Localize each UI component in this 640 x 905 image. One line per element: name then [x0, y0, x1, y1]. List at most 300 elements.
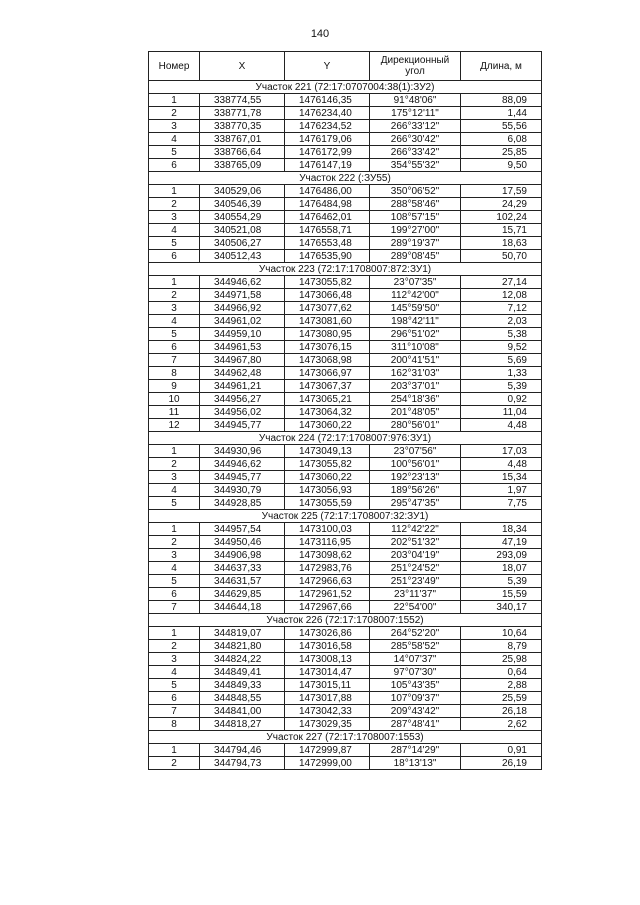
point-number: 12 [149, 419, 200, 432]
direction-angle: 198°42'11" [370, 315, 461, 328]
coord-y: 1476486,00 [285, 185, 370, 198]
direction-angle: 354°55'32" [370, 159, 461, 172]
segment-length: 9,50 [461, 159, 542, 172]
point-number: 4 [149, 133, 200, 146]
table-row [149, 523, 542, 536]
header-direction-angle [370, 52, 461, 81]
section-header-row [149, 510, 542, 523]
coord-y: 1472999,87 [285, 744, 370, 757]
direction-angle: 112°42'22" [370, 523, 461, 536]
direction-angle: 23°07'35" [370, 276, 461, 289]
direction-angle: 202°51'32" [370, 536, 461, 549]
coord-y: 1473068,98 [285, 354, 370, 367]
point-number: 1 [149, 627, 200, 640]
direction-angle: 285°58'52" [370, 640, 461, 653]
coord-y: 1476535,90 [285, 250, 370, 263]
coord-y: 1473060,22 [285, 419, 370, 432]
coord-x: 344848,55 [200, 692, 285, 705]
coord-x: 344956,02 [200, 406, 285, 419]
table-row [149, 757, 542, 770]
table-row [149, 341, 542, 354]
direction-angle: 311°10'08" [370, 341, 461, 354]
coord-y: 1472999,00 [285, 757, 370, 770]
direction-angle: 295°47'35" [370, 497, 461, 510]
coord-x: 338771,78 [200, 107, 285, 120]
point-number: 4 [149, 315, 200, 328]
table-row [149, 302, 542, 315]
segment-length: 17,03 [461, 445, 542, 458]
header-y: Y [285, 52, 370, 81]
direction-angle: 192°23'13" [370, 471, 461, 484]
coord-x: 344794,46 [200, 744, 285, 757]
segment-length: 293,09 [461, 549, 542, 562]
segment-length: 18,07 [461, 562, 542, 575]
section-header-row [149, 81, 542, 94]
coord-y: 1473008,13 [285, 653, 370, 666]
coord-y: 1473055,82 [285, 458, 370, 471]
direction-angle: 289°19'37" [370, 237, 461, 250]
coord-y: 1476146,35 [285, 94, 370, 107]
direction-angle: 251°24'52" [370, 562, 461, 575]
segment-length: 102,24 [461, 211, 542, 224]
segment-length: 1,97 [461, 484, 542, 497]
coord-x: 344961,53 [200, 341, 285, 354]
point-number: 5 [149, 237, 200, 250]
segment-length: 0,91 [461, 744, 542, 757]
coordinates-table [148, 51, 542, 770]
segment-length: 7,75 [461, 497, 542, 510]
coord-y: 1473066,97 [285, 367, 370, 380]
point-number: 7 [149, 705, 200, 718]
direction-angle: 288°58'46" [370, 198, 461, 211]
table-row [149, 224, 542, 237]
section-header-row [149, 172, 542, 185]
coord-x: 344819,07 [200, 627, 285, 640]
table-row [149, 406, 542, 419]
coord-y: 1472966,63 [285, 575, 370, 588]
coord-y: 1473026,86 [285, 627, 370, 640]
header-length: Длина, м [461, 52, 542, 81]
segment-length: 47,19 [461, 536, 542, 549]
table-row [149, 705, 542, 718]
coord-x: 338767,01 [200, 133, 285, 146]
table-row [149, 627, 542, 640]
point-number: 3 [149, 549, 200, 562]
coord-x: 338770,35 [200, 120, 285, 133]
section-title: Участок 225 (72:17:1708007:32:ЗУ1) [149, 510, 542, 523]
section-title: Участок 227 (72:17:1708007:1553) [149, 731, 542, 744]
coord-y: 1476234,52 [285, 120, 370, 133]
point-number: 2 [149, 107, 200, 120]
coord-x: 344967,80 [200, 354, 285, 367]
segment-length: 5,39 [461, 380, 542, 393]
coord-y: 1473056,93 [285, 484, 370, 497]
segment-length: 340,17 [461, 601, 542, 614]
table-row [149, 94, 542, 107]
coord-x: 344849,33 [200, 679, 285, 692]
direction-angle: 201°48'05" [370, 406, 461, 419]
coord-x: 344637,33 [200, 562, 285, 575]
segment-length: 88,09 [461, 94, 542, 107]
segment-length: 25,98 [461, 653, 542, 666]
table-row [149, 640, 542, 653]
direction-angle: 199°27'00" [370, 224, 461, 237]
coord-y: 1473081,60 [285, 315, 370, 328]
table-row [149, 458, 542, 471]
segment-length: 12,08 [461, 289, 542, 302]
coord-x: 344950,46 [200, 536, 285, 549]
section-header-row [149, 263, 542, 276]
point-number: 1 [149, 185, 200, 198]
table-row [149, 588, 542, 601]
point-number: 1 [149, 94, 200, 107]
point-number: 8 [149, 367, 200, 380]
table-row [149, 354, 542, 367]
header-number: Номер [149, 52, 200, 81]
segment-length: 4,48 [461, 419, 542, 432]
point-number: 6 [149, 588, 200, 601]
coord-x: 344818,27 [200, 718, 285, 731]
direction-angle: 105°43'35" [370, 679, 461, 692]
point-number: 5 [149, 146, 200, 159]
direction-angle: 266°33'42" [370, 146, 461, 159]
table-row [149, 367, 542, 380]
direction-angle: 100°56'01" [370, 458, 461, 471]
table-row [149, 419, 542, 432]
section-title: Участок 222 (:ЗУ55) [149, 172, 542, 185]
point-number: 5 [149, 679, 200, 692]
section-header-row [149, 731, 542, 744]
direction-angle: 162°31'03" [370, 367, 461, 380]
coord-x: 340512,43 [200, 250, 285, 263]
point-number: 1 [149, 744, 200, 757]
coord-y: 1473016,58 [285, 640, 370, 653]
table-row [149, 666, 542, 679]
table-row [149, 211, 542, 224]
segment-length: 9,52 [461, 341, 542, 354]
segment-length: 10,64 [461, 627, 542, 640]
coord-x: 344631,57 [200, 575, 285, 588]
segment-length: 18,63 [461, 237, 542, 250]
coord-y: 1473060,22 [285, 471, 370, 484]
coord-y: 1476179,06 [285, 133, 370, 146]
coord-x: 344930,79 [200, 484, 285, 497]
point-number: 2 [149, 640, 200, 653]
coord-x: 344966,92 [200, 302, 285, 315]
direction-angle: 287°48'41" [370, 718, 461, 731]
segment-length: 15,71 [461, 224, 542, 237]
coord-x: 344961,02 [200, 315, 285, 328]
coord-x: 338774,55 [200, 94, 285, 107]
direction-angle: 112°42'00" [370, 289, 461, 302]
coord-x: 344928,85 [200, 497, 285, 510]
table-row [149, 198, 542, 211]
point-number: 1 [149, 276, 200, 289]
table-row [149, 744, 542, 757]
table-row [149, 484, 542, 497]
point-number: 5 [149, 328, 200, 341]
direction-angle: 18°13'13" [370, 757, 461, 770]
direction-angle: 264°52'20" [370, 627, 461, 640]
section-title: Участок 224 (72:17:1708007:976:ЗУ1) [149, 432, 542, 445]
direction-angle: 14°07'37" [370, 653, 461, 666]
point-number: 4 [149, 224, 200, 237]
header-direction-line1: Дирекционный [380, 55, 450, 66]
segment-length: 8,79 [461, 640, 542, 653]
table-row [149, 107, 542, 120]
header-direction-line2: угол [405, 66, 425, 77]
coord-x: 344945,77 [200, 419, 285, 432]
coord-y: 1476172,99 [285, 146, 370, 159]
point-number: 7 [149, 354, 200, 367]
segment-length: 4,48 [461, 458, 542, 471]
coord-x: 344629,85 [200, 588, 285, 601]
point-number: 1 [149, 523, 200, 536]
point-number: 2 [149, 289, 200, 302]
coord-x: 344971,58 [200, 289, 285, 302]
point-number: 7 [149, 601, 200, 614]
coord-x: 344794,73 [200, 757, 285, 770]
coord-y: 1476553,48 [285, 237, 370, 250]
table-row [149, 445, 542, 458]
direction-angle: 209°43'42" [370, 705, 461, 718]
direction-angle: 289°08'45" [370, 250, 461, 263]
direction-angle: 203°37'01" [370, 380, 461, 393]
segment-length: 11,04 [461, 406, 542, 419]
table-row [149, 250, 542, 263]
coord-x: 344956,27 [200, 393, 285, 406]
segment-length: 18,34 [461, 523, 542, 536]
coord-y: 1473029,35 [285, 718, 370, 731]
coord-y: 1473067,37 [285, 380, 370, 393]
table-row [149, 549, 542, 562]
table-row [149, 120, 542, 133]
point-number: 6 [149, 692, 200, 705]
point-number: 3 [149, 211, 200, 224]
point-number: 3 [149, 120, 200, 133]
table-row [149, 692, 542, 705]
segment-length: 5,38 [461, 328, 542, 341]
table-row [149, 328, 542, 341]
direction-angle: 145°59'50" [370, 302, 461, 315]
coord-x: 340529,06 [200, 185, 285, 198]
table-row [149, 289, 542, 302]
segment-length: 27,14 [461, 276, 542, 289]
section-title: Участок 226 (72:17:1708007:1552) [149, 614, 542, 627]
direction-angle: 203°04'19" [370, 549, 461, 562]
coord-x: 344906,98 [200, 549, 285, 562]
table-row [149, 679, 542, 692]
coord-x: 344946,62 [200, 458, 285, 471]
coord-y: 1476484,98 [285, 198, 370, 211]
coord-x: 344849,41 [200, 666, 285, 679]
segment-length: 2,03 [461, 315, 542, 328]
coord-y: 1472961,52 [285, 588, 370, 601]
section-header-row [149, 432, 542, 445]
segment-length: 25,59 [461, 692, 542, 705]
segment-length: 1,44 [461, 107, 542, 120]
section-title: Участок 223 (72:17:1708007:872:ЗУ1) [149, 263, 542, 276]
segment-length: 0,92 [461, 393, 542, 406]
coord-x: 344945,77 [200, 471, 285, 484]
point-number: 11 [149, 406, 200, 419]
point-number: 5 [149, 575, 200, 588]
segment-length: 5,69 [461, 354, 542, 367]
point-number: 2 [149, 458, 200, 471]
coord-x: 340554,29 [200, 211, 285, 224]
coord-y: 1473049,13 [285, 445, 370, 458]
segment-length: 15,59 [461, 588, 542, 601]
header-x: X [200, 52, 285, 81]
coord-y: 1473100,03 [285, 523, 370, 536]
segment-length: 2,88 [461, 679, 542, 692]
point-number: 1 [149, 445, 200, 458]
segment-length: 55,56 [461, 120, 542, 133]
coord-y: 1476147,19 [285, 159, 370, 172]
coord-y: 1473077,62 [285, 302, 370, 315]
direction-angle: 266°33'12" [370, 120, 461, 133]
coord-y: 1473116,95 [285, 536, 370, 549]
point-number: 2 [149, 198, 200, 211]
direction-angle: 22°54'00" [370, 601, 461, 614]
point-number: 6 [149, 250, 200, 263]
direction-angle: 175°12'11" [370, 107, 461, 120]
table-row [149, 380, 542, 393]
header-row [149, 52, 542, 81]
coord-y: 1473042,33 [285, 705, 370, 718]
point-number: 3 [149, 471, 200, 484]
point-number: 3 [149, 302, 200, 315]
direction-angle: 189°56'26" [370, 484, 461, 497]
coord-x: 344957,54 [200, 523, 285, 536]
segment-length: 7,12 [461, 302, 542, 315]
coord-y: 1473065,21 [285, 393, 370, 406]
point-number: 4 [149, 562, 200, 575]
point-number: 4 [149, 666, 200, 679]
coord-y: 1473017,88 [285, 692, 370, 705]
point-number: 6 [149, 159, 200, 172]
table-row [149, 562, 542, 575]
coord-y: 1473066,48 [285, 289, 370, 302]
table-row [149, 237, 542, 250]
segment-length: 2,62 [461, 718, 542, 731]
direction-angle: 107°09'37" [370, 692, 461, 705]
direction-angle: 350°06'52" [370, 185, 461, 198]
coord-y: 1473064,32 [285, 406, 370, 419]
segment-length: 15,34 [461, 471, 542, 484]
direction-angle: 200°41'51" [370, 354, 461, 367]
segment-length: 6,08 [461, 133, 542, 146]
direction-angle: 280°56'01" [370, 419, 461, 432]
direction-angle: 108°57'15" [370, 211, 461, 224]
coord-x: 344824,22 [200, 653, 285, 666]
coord-y: 1473015,11 [285, 679, 370, 692]
segment-length: 17,59 [461, 185, 542, 198]
direction-angle: 296°51'02" [370, 328, 461, 341]
table-row [149, 653, 542, 666]
table-row [149, 536, 542, 549]
direction-angle: 23°11'37" [370, 588, 461, 601]
direction-angle: 287°14'29" [370, 744, 461, 757]
table-row [149, 601, 542, 614]
coord-y: 1473076,15 [285, 341, 370, 354]
coord-x: 344930,96 [200, 445, 285, 458]
direction-angle: 266°30'42" [370, 133, 461, 146]
coord-x: 340546,39 [200, 198, 285, 211]
table-row [149, 276, 542, 289]
point-number: 2 [149, 536, 200, 549]
point-number: 6 [149, 341, 200, 354]
coord-y: 1476462,01 [285, 211, 370, 224]
table-row [149, 575, 542, 588]
table-row [149, 185, 542, 198]
table-row [149, 146, 542, 159]
point-number: 9 [149, 380, 200, 393]
section-header-row [149, 614, 542, 627]
coord-x: 344821,80 [200, 640, 285, 653]
direction-angle: 254°18'36" [370, 393, 461, 406]
point-number: 10 [149, 393, 200, 406]
segment-length: 26,19 [461, 757, 542, 770]
table-row [149, 133, 542, 146]
coord-y: 1473080,95 [285, 328, 370, 341]
point-number: 5 [149, 497, 200, 510]
coord-x: 344841,00 [200, 705, 285, 718]
coord-y: 1472983,76 [285, 562, 370, 575]
segment-length: 26,18 [461, 705, 542, 718]
direction-angle: 251°23'49" [370, 575, 461, 588]
coord-x: 340521,08 [200, 224, 285, 237]
table-header [149, 52, 542, 81]
direction-angle: 97°07'30" [370, 666, 461, 679]
table-row [149, 497, 542, 510]
coord-y: 1476234,40 [285, 107, 370, 120]
coord-x: 344962,48 [200, 367, 285, 380]
point-number: 8 [149, 718, 200, 731]
section-title: Участок 221 (72:17:0707004:38(1):ЗУ2) [149, 81, 542, 94]
table-row [149, 159, 542, 172]
coord-y: 1473098,62 [285, 549, 370, 562]
coord-x: 344946,62 [200, 276, 285, 289]
page-number: 140 [310, 28, 330, 40]
coord-x: 344961,21 [200, 380, 285, 393]
table-row [149, 393, 542, 406]
direction-angle: 91°48'06" [370, 94, 461, 107]
table-row [149, 471, 542, 484]
coord-x: 344959,10 [200, 328, 285, 341]
point-number: 4 [149, 484, 200, 497]
segment-length: 5,39 [461, 575, 542, 588]
direction-angle: 23°07'56" [370, 445, 461, 458]
coord-x: 338765,09 [200, 159, 285, 172]
segment-length: 25,85 [461, 146, 542, 159]
point-number: 3 [149, 653, 200, 666]
table-row [149, 718, 542, 731]
coord-x: 338766,64 [200, 146, 285, 159]
table-body [149, 81, 542, 770]
segment-length: 50,70 [461, 250, 542, 263]
coord-y: 1472967,66 [285, 601, 370, 614]
table-row [149, 315, 542, 328]
coord-x: 344644,18 [200, 601, 285, 614]
point-number: 2 [149, 757, 200, 770]
coord-y: 1476558,71 [285, 224, 370, 237]
segment-length: 24,29 [461, 198, 542, 211]
coord-y: 1473055,59 [285, 497, 370, 510]
segment-length: 0,64 [461, 666, 542, 679]
segment-length: 1,33 [461, 367, 542, 380]
coord-x: 340506,27 [200, 237, 285, 250]
